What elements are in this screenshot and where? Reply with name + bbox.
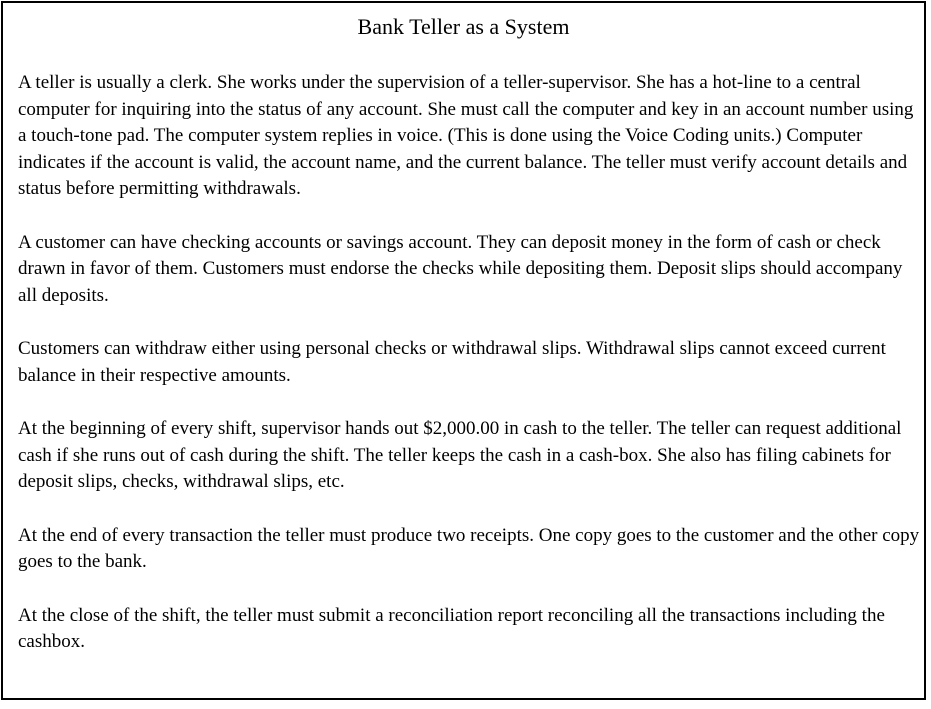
paragraph-withdrawals: Customers can withdraw either using personal checks or withdrawal slips. Withdrawal slips cannot exceed current balance in their respective amounts. (18, 338, 886, 386)
paragraph-receipts: At the end of every transaction the teller must produce two receipts. One copy goes to the customer and the other copy goes to the bank. (18, 524, 920, 572)
paragraph-reconciliation: At the close of the shift, the teller must submit a reconciliation report reconciling all the transactions including the cashbox. (18, 604, 885, 652)
document-body (18, 70, 920, 656)
paragraph-customer-accounts: A customer can have checking accounts or savings account. They can deposit money in the form of cash or check drawn in favor of them. Customers must endorse the checks while depositing them. Deposit slips should accompany all deposits. (18, 231, 903, 306)
document-title: Bank Teller as a System (357, 14, 570, 39)
document-frame (1, 1, 926, 700)
paragraph-teller-role: A teller is usually a clerk. She works under the supervision of a teller-supervisor. She has a hot-line to a central computer for inquiring into the status of any account. She must call the computer and key in an account number using a touch-tone pad. The computer system replies in voice. (This is done using the Voice Coding units.) Computer indicates if the account is valid, the account name, and the current balance. The teller must verify account details and status before permitting withdrawals. (18, 72, 914, 199)
paragraph-shift-cash: At the beginning of every shift, supervisor hands out $2,000.00 in cash to the teller. The teller can request additional cash if she runs out of cash during the shift. The teller keeps the cash in a cash-box. She also has filing cabinets for deposit slips, checks, withdrawal slips, etc. (18, 418, 902, 492)
